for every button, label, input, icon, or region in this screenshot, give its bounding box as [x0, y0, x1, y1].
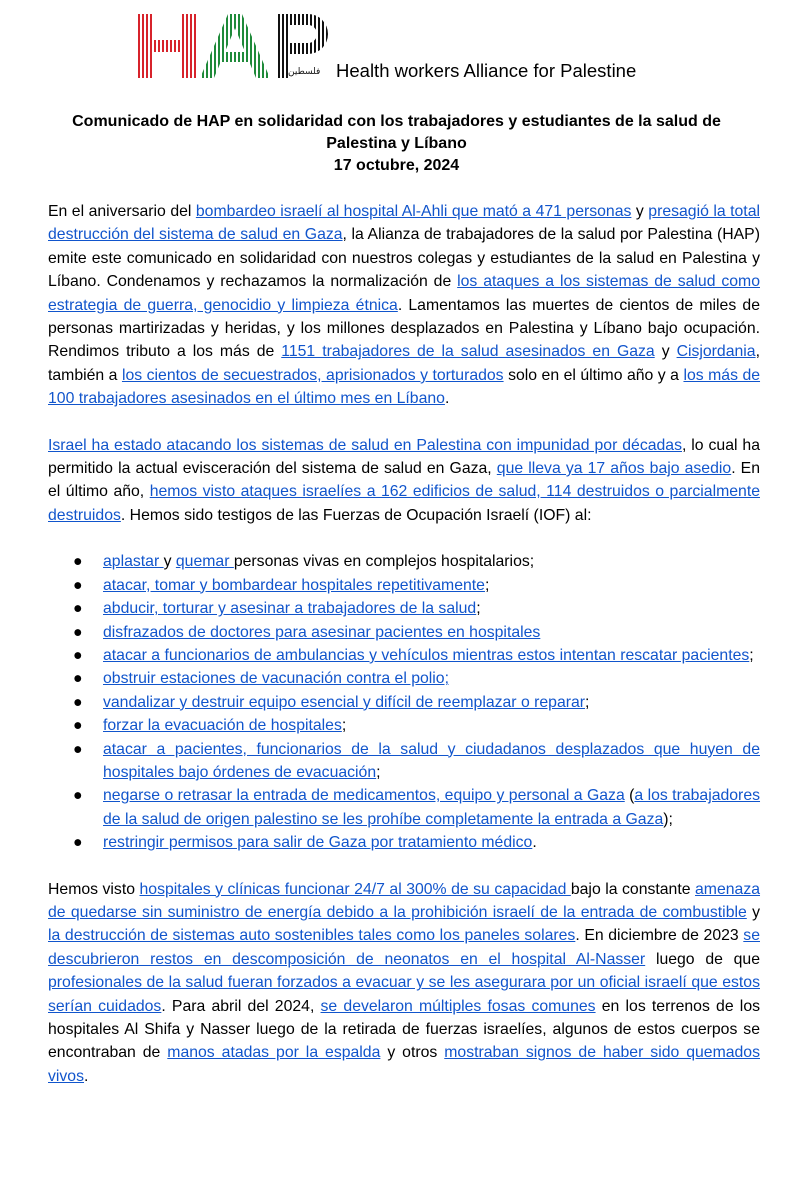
text: y [746, 903, 760, 921]
link[interactable]: hemos visto ataques israelíes a 162 edificios de salud, 114 destruidos o parcialmente destruidos [48, 483, 760, 524]
link[interactable]: restringir permisos para salir de Gaza por tratamiento médico [103, 834, 533, 852]
text: y [631, 203, 649, 220]
link[interactable]: los ataques a los sistemas de salud como estrategia de guerra, genocidio y limpieza étnica [48, 273, 760, 314]
list-item [48, 621, 760, 644]
text: ; [376, 763, 381, 781]
list-item [48, 784, 760, 831]
link[interactable]: 1151 trabajadores de la salud asesinados en Gaza [281, 343, 655, 361]
bullet-icon: ● [73, 576, 83, 594]
link[interactable]: atacar a pacientes, funcionarios de la salud y ciudadanos desplazados que huyen de hospitales bajo órdenes de evacuación [103, 740, 760, 781]
paragraph-1 [48, 200, 760, 411]
link[interactable]: abducir, torturar y asesinar a trabajadores de la salud [103, 600, 477, 618]
list-item [48, 574, 760, 597]
link[interactable]: negarse o retrasar la entrada de medicamentos, equipo y personal a Gaza [103, 787, 625, 805]
title-date: 17 octubre, 2024 [333, 157, 460, 174]
link[interactable]: que lleva ya 17 años bajo asedio [496, 460, 732, 478]
link[interactable]: forzar la evacuación de hospitales [103, 717, 342, 735]
text: . En el último año, [48, 460, 760, 501]
text: ; [749, 646, 754, 664]
link[interactable]: a los trabajadores de la salud de origen palestino se les prohíbe completamente la entrada a Gaza [103, 787, 761, 828]
bullet-icon: ● [73, 623, 83, 641]
text: . [444, 390, 450, 408]
list-item [48, 691, 760, 714]
text: bajo la constante [570, 880, 696, 898]
bullet-icon: ● [73, 670, 83, 688]
logo-arabic-text: فلسطين [288, 67, 321, 77]
link[interactable]: disfrazados de doctores para asesinar pacientes en hospitales [103, 623, 541, 641]
bullet-icon: ● [73, 600, 83, 618]
text: . En diciembre de 2023 [575, 927, 744, 945]
text: Hemos visto [48, 880, 140, 898]
link[interactable]: aplastar [103, 553, 164, 571]
list-item [48, 738, 760, 785]
text: ( [624, 787, 635, 805]
text: . [84, 1067, 89, 1085]
link[interactable]: atacar a funcionarios de ambulancias y vehículos mientras estos intentan rescatar pacientes [103, 646, 750, 664]
page-title [0, 111, 793, 177]
hap-logo [138, 12, 333, 80]
link[interactable]: profesionales de la salud fueran forzados a evacuar y se les asegurara por un oficial israelí que estos serían cuidados [48, 974, 760, 1015]
text: ; [484, 576, 490, 594]
org-name: Health workers Alliance for Palestine [336, 60, 637, 81]
link[interactable]: amenaza de quedarse sin suministro de energía debido a la prohibición israelí de la entrada de combustible [48, 880, 761, 921]
bullet-icon: ● [73, 740, 83, 758]
link[interactable]: vandalizar y destruir equipo esencial y difícil de reemplazar o reparar [103, 693, 586, 711]
text: personas vivas en complejos hospitalarios; [233, 553, 535, 571]
text: . Para abril del 2024, [161, 997, 321, 1015]
bullet-icon: ● [73, 787, 83, 805]
title-line-1: Comunicado de HAP en solidaridad con los trabajadores y estudiantes de la salud de [72, 113, 721, 130]
link[interactable]: los más de 100 trabajadores asesinados en el último mes en Líbano [48, 366, 761, 408]
list-item [48, 597, 760, 620]
link[interactable]: bombardeo israelí al hospital Al-Ahli que mató a 471 personas [195, 203, 632, 220]
text: . Hemos sido testigos de las Fuerzas de Ocupación Israelí (IOF) al: [120, 506, 592, 524]
link[interactable]: presagió la total destrucción del sistema de salud en Gaza [48, 203, 760, 244]
text: y [163, 553, 176, 571]
text: , también a [48, 343, 760, 384]
list-item [48, 667, 760, 690]
text: , la Alianza de trabajadores de la salud por Palestina (HAP) emite este comunicado en solidaridad con nuestros colegas y estudiantes de la salud en Palestina y Líbano. Condenamos y rechazamos la normalización de [48, 226, 760, 291]
text: en los terrenos de los hospitales Al Shifa y Nasser luego de la retirada de fuerzas israelíes, algunos de estos cuerpos se encontraban de [48, 997, 761, 1062]
text: ; [585, 693, 590, 711]
list-item [48, 644, 760, 667]
text: ; [476, 600, 481, 618]
text: y [654, 343, 677, 361]
paragraph-2 [48, 434, 760, 528]
link[interactable]: se descubrieron restos en descomposición de neonatos en el hospital Al-Nasser [48, 927, 760, 968]
list-item [48, 550, 760, 573]
list-item [48, 714, 760, 737]
text: En el aniversario del [48, 203, 196, 220]
title-line-2: Palestina y Líbano [326, 135, 467, 152]
bullet-icon: ● [73, 834, 83, 852]
text: . Lamentamos las muertes de cientos de miles de personas martirizadas y heridas, y los millones desplazados en Palestina y Líbano bajo ocupación. Rendimos tributo a los más de [48, 296, 760, 361]
link[interactable]: manos atadas por la espalda [167, 1044, 381, 1062]
bullet-list [48, 550, 760, 854]
bullet-icon: ● [73, 553, 83, 571]
text: ); [663, 810, 673, 828]
link[interactable]: la destrucción de sistemas auto sostenibles tales como los paneles solares [48, 927, 576, 945]
link[interactable]: atacar, tomar y bombardear hospitales repetitivamente [103, 576, 485, 594]
text: luego de que [645, 950, 760, 968]
bullet-icon: ● [73, 646, 83, 664]
link[interactable]: quemar [175, 553, 234, 571]
link[interactable]: Cisjordania [676, 343, 756, 361]
document-body [48, 200, 760, 1088]
link[interactable]: los cientos de secuestrados, aprisionados y torturados [121, 366, 504, 384]
link[interactable]: hospitales y clínicas funcionar 24/7 al 300% de su capacidad [139, 880, 571, 898]
link[interactable]: Israel ha estado atacando los sistemas de salud en Palestina con impunidad por décadas [48, 436, 682, 454]
list-item [48, 831, 760, 854]
link[interactable]: se develaron múltiples fosas comunes [320, 997, 596, 1015]
text: solo en el último año y a [503, 366, 684, 384]
bullet-icon: ● [73, 717, 83, 735]
text: . [532, 834, 537, 852]
link[interactable]: mostraban signos de haber sido quemados vivos [48, 1044, 760, 1085]
paragraph-3 [48, 878, 760, 1089]
link[interactable]: obstruir estaciones de vacunación contra el polio; [103, 670, 449, 688]
text: , lo cual ha permitido la actual evisceración del sistema de salud en Gaza, [48, 436, 760, 478]
text: y otros [380, 1044, 445, 1062]
text: ; [341, 717, 347, 735]
bullet-icon: ● [73, 693, 83, 711]
